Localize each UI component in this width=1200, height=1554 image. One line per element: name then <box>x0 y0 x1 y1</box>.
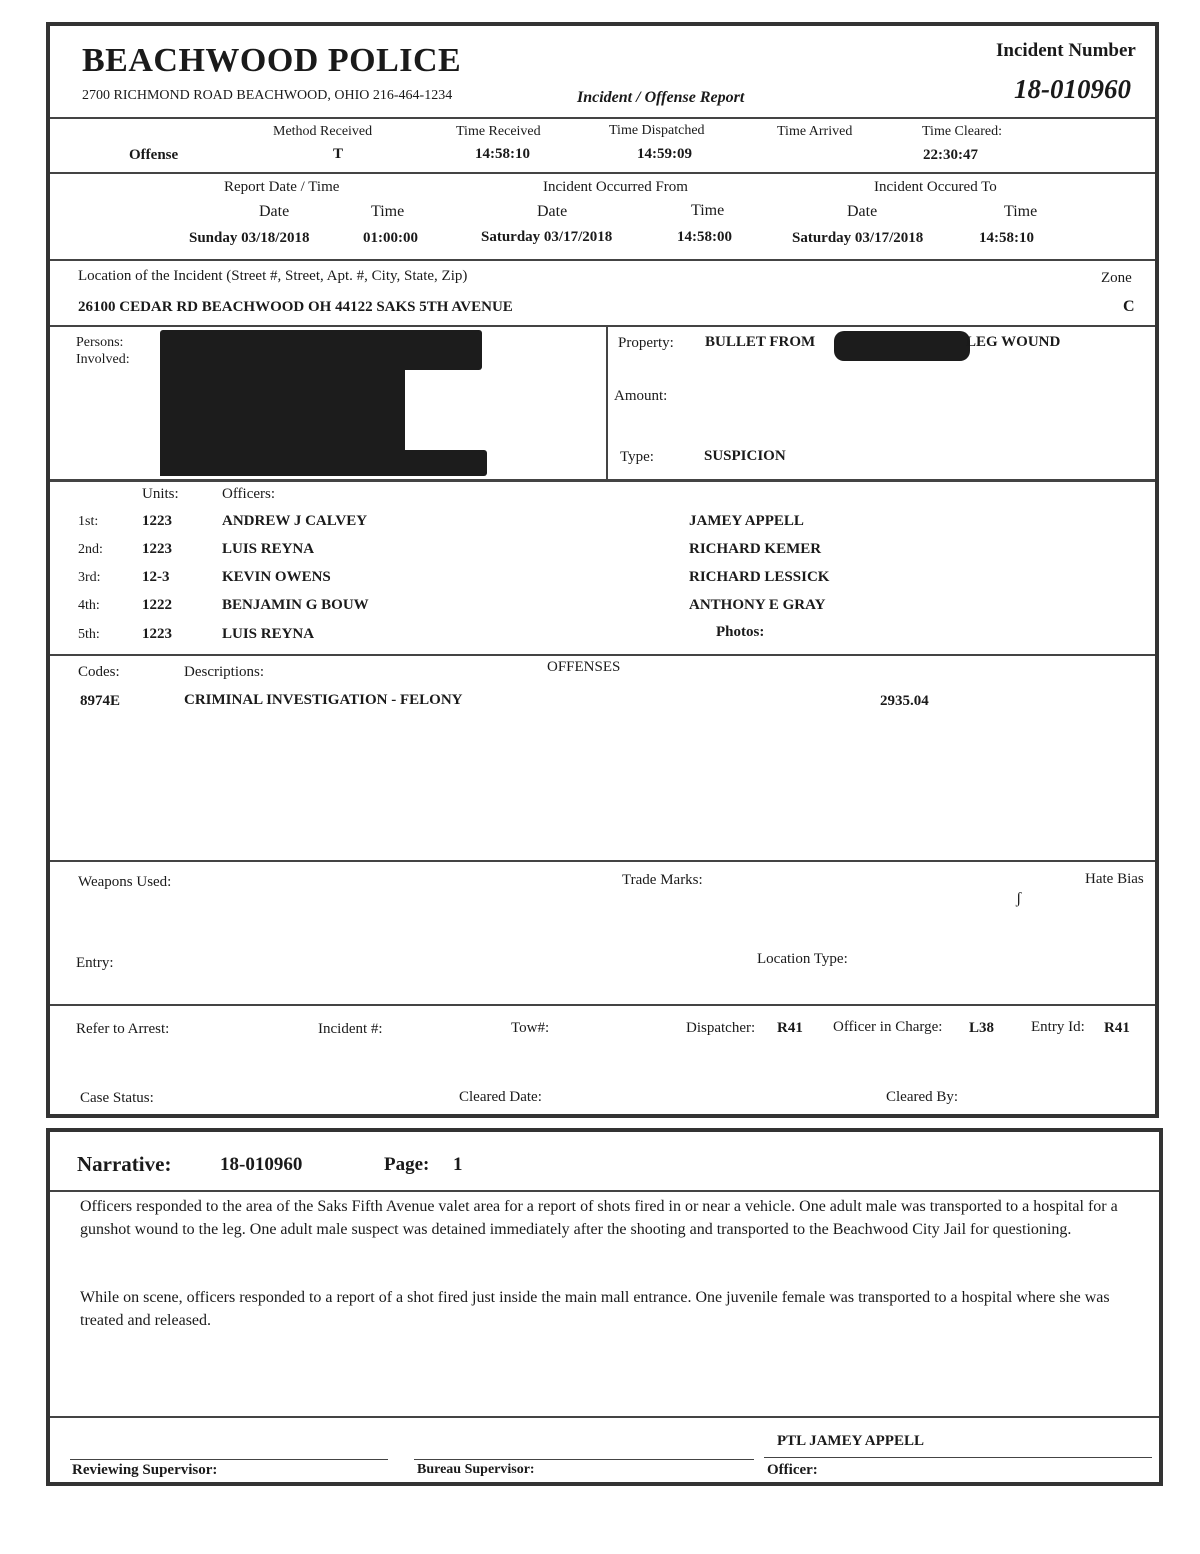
incident-hash-label: Incident #: <box>318 1021 383 1037</box>
codes-label: Codes: <box>78 664 120 680</box>
property-value-end: LEG WOUND <box>966 334 1061 350</box>
reviewing-supervisor-label: Reviewing Supervisor: <box>72 1462 218 1478</box>
entry-id-value: R41 <box>1104 1020 1130 1036</box>
zone-label: Zone <box>1101 270 1132 286</box>
trade-marks-label: Trade Marks: <box>622 872 703 888</box>
officer-name-signature: PTL JAMEY APPELL <box>777 1433 924 1449</box>
time-dispatched-label: Time Dispatched <box>609 123 705 138</box>
weapons-label: Weapons Used: <box>78 874 172 890</box>
incident-number-label: Incident Number <box>996 40 1136 61</box>
unit-ordinal: 5th: <box>78 627 100 642</box>
pen-mark: ʃ <box>1016 890 1022 907</box>
location-value: 26100 CEDAR RD BEACHWOOD OH 44122 SAKS 5TH AVENUE <box>78 299 513 315</box>
persons-label-line1: Persons: <box>76 335 124 350</box>
redaction-block <box>160 330 482 370</box>
divider <box>606 325 608 480</box>
signature-line <box>70 1459 388 1460</box>
time-header: Time <box>1004 203 1038 220</box>
incident-number: 18-010960 <box>1014 74 1131 104</box>
location-label: Location of the Incident (Street #, Street, Apt. #, City, State, Zip) <box>78 268 468 284</box>
officer-name: LUIS REYNA <box>222 626 315 642</box>
unit-number: 1223 <box>142 541 172 557</box>
officer-name: BENJAMIN G BOUW <box>222 597 369 613</box>
time-cleared-label: Time Cleared: <box>922 124 1002 139</box>
type-value: SUSPICION <box>704 448 786 464</box>
divider <box>50 325 1155 327</box>
from-time: 14:58:00 <box>677 229 732 245</box>
unit-ordinal: 2nd: <box>78 542 103 557</box>
units-label: Units: <box>142 486 179 502</box>
method-received: T <box>333 146 344 162</box>
time-received-label: Time Received <box>456 124 541 139</box>
offense-statute: 2935.04 <box>880 693 929 709</box>
redaction-block <box>160 450 487 476</box>
officers-label: Officers: <box>222 486 276 502</box>
unit-ordinal: 3rd: <box>78 570 101 585</box>
unit-number: 12-3 <box>142 569 170 585</box>
offenses-section-label: OFFENSES <box>547 659 621 675</box>
zone-value: C <box>1123 298 1135 315</box>
divider <box>50 1190 1159 1192</box>
cleared-by-label: Cleared By: <box>886 1089 959 1105</box>
officer-name-secondary: JAMEY APPELL <box>689 513 804 529</box>
report-time: 01:00:00 <box>363 230 418 246</box>
from-date: Saturday 03/17/2018 <box>481 229 613 245</box>
time-received: 14:58:10 <box>475 146 530 162</box>
unit-number: 1222 <box>142 597 172 613</box>
persons-label-line2: Involved: <box>76 352 130 367</box>
persons-label <box>76 334 130 368</box>
entry-id-label: Entry Id: <box>1031 1019 1085 1035</box>
type-label: Type: <box>620 449 654 465</box>
offense-code: 8974E <box>80 693 121 709</box>
offense-label: Offense <box>129 147 179 163</box>
descriptions-label: Descriptions: <box>184 664 264 680</box>
narrative-label: Narrative: <box>77 1152 172 1176</box>
entry-label: Entry: <box>76 955 114 971</box>
narrative-page-number: 1 <box>453 1154 463 1175</box>
amount-label: Amount: <box>614 388 668 404</box>
occurred-to-label: Incident Occured To <box>874 179 997 195</box>
time-header: Time <box>371 203 405 220</box>
time-cleared: 22:30:47 <box>923 147 978 163</box>
agency-address: 2700 RICHMOND ROAD BEACHWOOD, OHIO 216-464-1234 <box>82 88 453 103</box>
photos-label: Photos: <box>716 624 765 640</box>
unit-number: 1223 <box>142 513 172 529</box>
dispatcher-value: R41 <box>777 1020 803 1036</box>
tow-label: Tow#: <box>511 1020 550 1036</box>
unit-ordinal: 1st: <box>78 514 99 529</box>
date-header: Date <box>847 203 878 220</box>
time-header: Time <box>691 202 725 219</box>
officer-in-charge-label: Officer in Charge: <box>833 1019 943 1035</box>
divider <box>50 259 1155 261</box>
officer-signature-label: Officer: <box>767 1462 818 1478</box>
report-type: Incident / Offense Report <box>577 89 745 106</box>
report-date: Sunday 03/18/2018 <box>189 230 310 246</box>
divider <box>50 479 1155 482</box>
to-date: Saturday 03/17/2018 <box>792 230 924 246</box>
date-header: Date <box>259 203 290 220</box>
officer-name: KEVIN OWENS <box>222 569 331 585</box>
hate-bias-label: Hate Bias <box>1085 871 1144 887</box>
officer-in-charge-value: L38 <box>969 1020 995 1036</box>
offense-description: CRIMINAL INVESTIGATION - FELONY <box>184 692 463 708</box>
to-time: 14:58:10 <box>979 230 1034 246</box>
agency-name: BEACHWOOD POLICE <box>82 42 462 79</box>
narrative-page-label: Page: <box>384 1154 430 1175</box>
location-type-label: Location Type: <box>757 951 848 967</box>
divider <box>50 1416 1159 1418</box>
refer-to-arrest-label: Refer to Arrest: <box>76 1021 170 1037</box>
narrative-paragraph: Officers responded to the area of the Saks Fifth Avenue valet area for a report of shots fired in or near a vehicle. One adult male was transported to a hospital for a gunshot wound to the leg. One adult male suspect was detained immediately after the shooting and transported to the Beachwood City Jail for questioning. <box>80 1198 1118 1238</box>
property-value: BULLET FROM <box>705 334 816 350</box>
dispatcher-label: Dispatcher: <box>686 1020 756 1036</box>
method-received-label: Method Received <box>273 124 373 139</box>
date-header: Date <box>537 203 568 220</box>
property-label: Property: <box>618 335 674 351</box>
time-arrived-label: Time Arrived <box>777 124 853 139</box>
occurred-from-label: Incident Occurred From <box>543 179 688 195</box>
officer-name-secondary: ANTHONY E GRAY <box>689 597 826 613</box>
signature-line <box>764 1457 1152 1458</box>
narrative-number: 18-010960 <box>220 1154 303 1175</box>
case-status-label: Case Status: <box>80 1090 154 1106</box>
officer-name: LUIS REYNA <box>222 541 315 557</box>
officer-name-secondary: RICHARD LESSICK <box>689 569 830 585</box>
officer-name-secondary: RICHARD KEMER <box>689 541 822 557</box>
divider <box>50 117 1155 119</box>
report-datetime-label: Report Date / Time <box>224 179 340 195</box>
bureau-supervisor-label: Bureau Supervisor: <box>417 1462 535 1477</box>
time-dispatched: 14:59:09 <box>637 146 692 162</box>
unit-ordinal: 4th: <box>78 598 100 613</box>
redaction-block <box>834 331 970 361</box>
divider <box>50 860 1155 862</box>
divider <box>50 654 1155 656</box>
divider <box>50 1004 1155 1006</box>
divider <box>50 172 1155 174</box>
cleared-date-label: Cleared Date: <box>459 1089 542 1105</box>
unit-number: 1223 <box>142 626 172 642</box>
signature-line <box>414 1459 754 1460</box>
officer-name: ANDREW J CALVEY <box>222 513 368 529</box>
narrative-paragraph: While on scene, officers responded to a report of a shot fired just inside the main mall entrance. One juvenile female was transported to a hospital where she was treated and released. <box>80 1289 1110 1329</box>
